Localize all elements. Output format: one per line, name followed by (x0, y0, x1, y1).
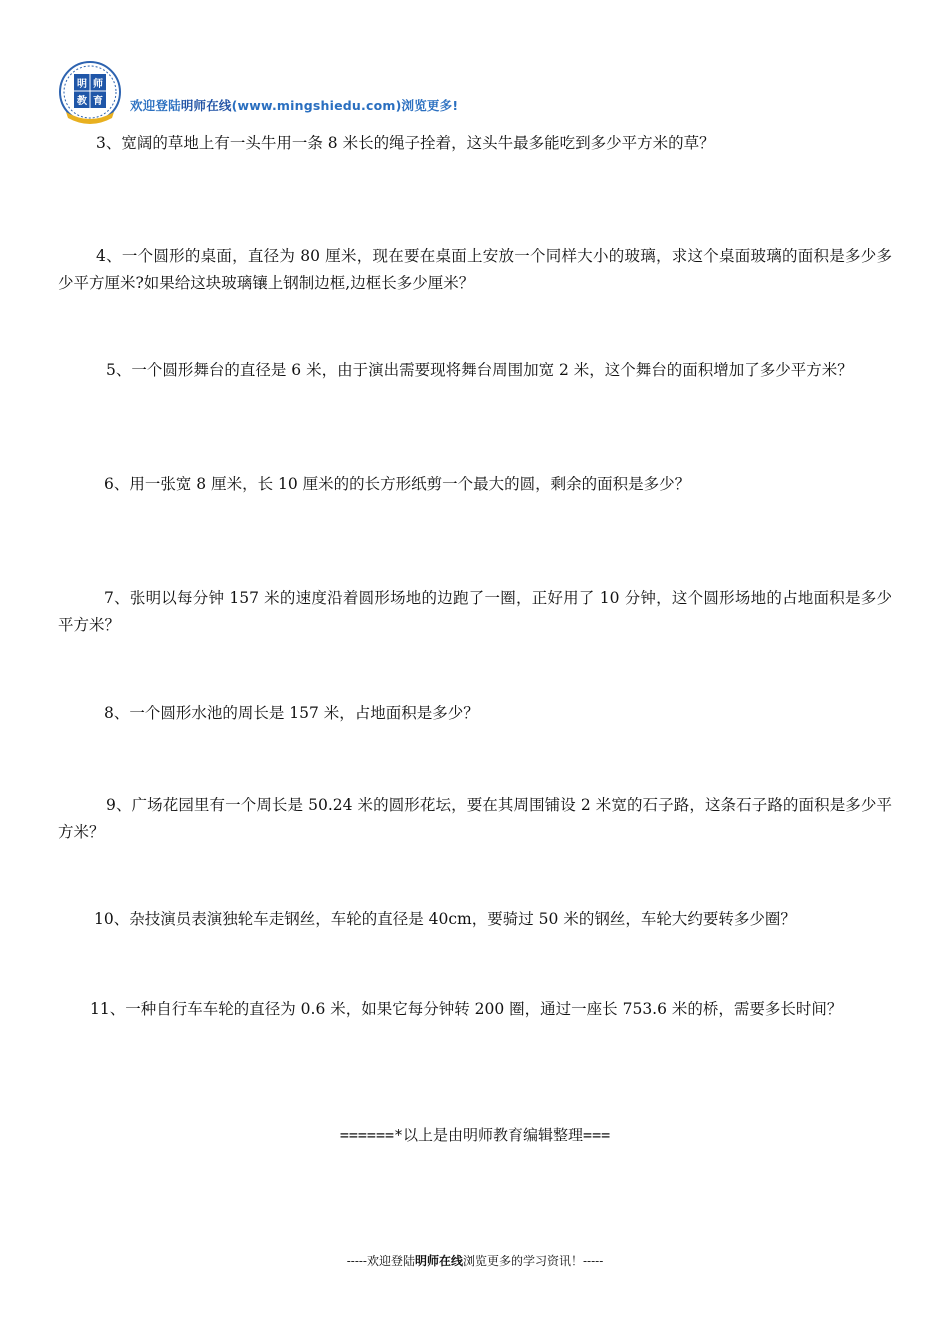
question-3 (58, 130, 892, 157)
svg-text:明: 明 (77, 79, 87, 90)
footer-prefix: -----欢迎登陆 (346, 1254, 415, 1268)
question-text: 4、一个圆形的桌面，直径为 80 厘米，现在要在桌面上安放一个同样大小的玻璃，求这个桌面玻璃的面积是多少多少平方厘米?如果给这块玻璃镶上钢制边框,边框长多少厘米？ (58, 247, 892, 292)
header-banner[interactable] (130, 96, 458, 114)
svg-text:师: 师 (93, 79, 103, 90)
question-4 (58, 243, 892, 297)
page-header (58, 60, 518, 124)
banner-prefix: 欢迎登陆 (130, 98, 181, 113)
svg-text:育: 育 (93, 96, 103, 107)
question-6 (58, 471, 892, 498)
banner-brand: 明师在线 (180, 98, 232, 113)
question-text: 6、用一张宽 8 厘米，长 10 厘米的的长方形纸剪一个最大的圆，剩余的面积是多少？ (104, 475, 691, 493)
banner-suffix: (www.mingshiedu.com)浏览更多! (231, 98, 459, 113)
question-11 (58, 996, 892, 1023)
mingshi-logo-icon (58, 60, 122, 124)
question-text: 9、广场花园里有一个周长是 50.24 米的圆形花坛，要在其周围铺设 2 米宽的石子路，这条石子路的面积是多少平方米？ (58, 796, 892, 841)
question-text: 8、一个圆形水池的周长是 157 米，占地面积是多少？ (104, 704, 479, 722)
footer-suffix: 浏览更多的学习资讯！----- (463, 1254, 604, 1268)
question-text: 5、一个圆形舞台的直径是 6 米，由于演出需要现将舞台周围加宽 2 米，这个舞台的面积增加了多少平方米？ (106, 361, 853, 379)
closing-line: ======*以上是由明师教育编辑整理=== (339, 1126, 611, 1144)
svg-text:教: 教 (77, 96, 87, 107)
question-8 (58, 700, 892, 727)
question-5 (58, 357, 892, 384)
question-9 (58, 792, 892, 846)
question-text: 3、宽阔的草地上有一头牛用一条 8 米长的绳子拴着，这头牛最多能吃到多少平方米的草？ (96, 134, 715, 152)
question-text: 10、杂技演员表演独轮车走钢丝，车轮的直径是 40cm，要骑过 50 米的钢丝，车轮大约要转多少圈？ (94, 910, 796, 928)
question-text: 7、张明以每分钟 157 米的速度沿着圆形场地的边跑了一圈，正好用了 10 分钟，这个圆形场地的占地面积是多少平方米？ (58, 589, 892, 634)
footer-brand: 明师在线 (414, 1254, 463, 1268)
question-text: 11、一种自行车车轮的直径为 0.6 米，如果它每分钟转 200 圈，通过一座长 753.6 米的桥，需要多长时间？ (90, 1000, 843, 1018)
question-10 (58, 906, 892, 933)
page-footer[interactable] (0, 1252, 950, 1269)
question-7 (58, 585, 892, 639)
